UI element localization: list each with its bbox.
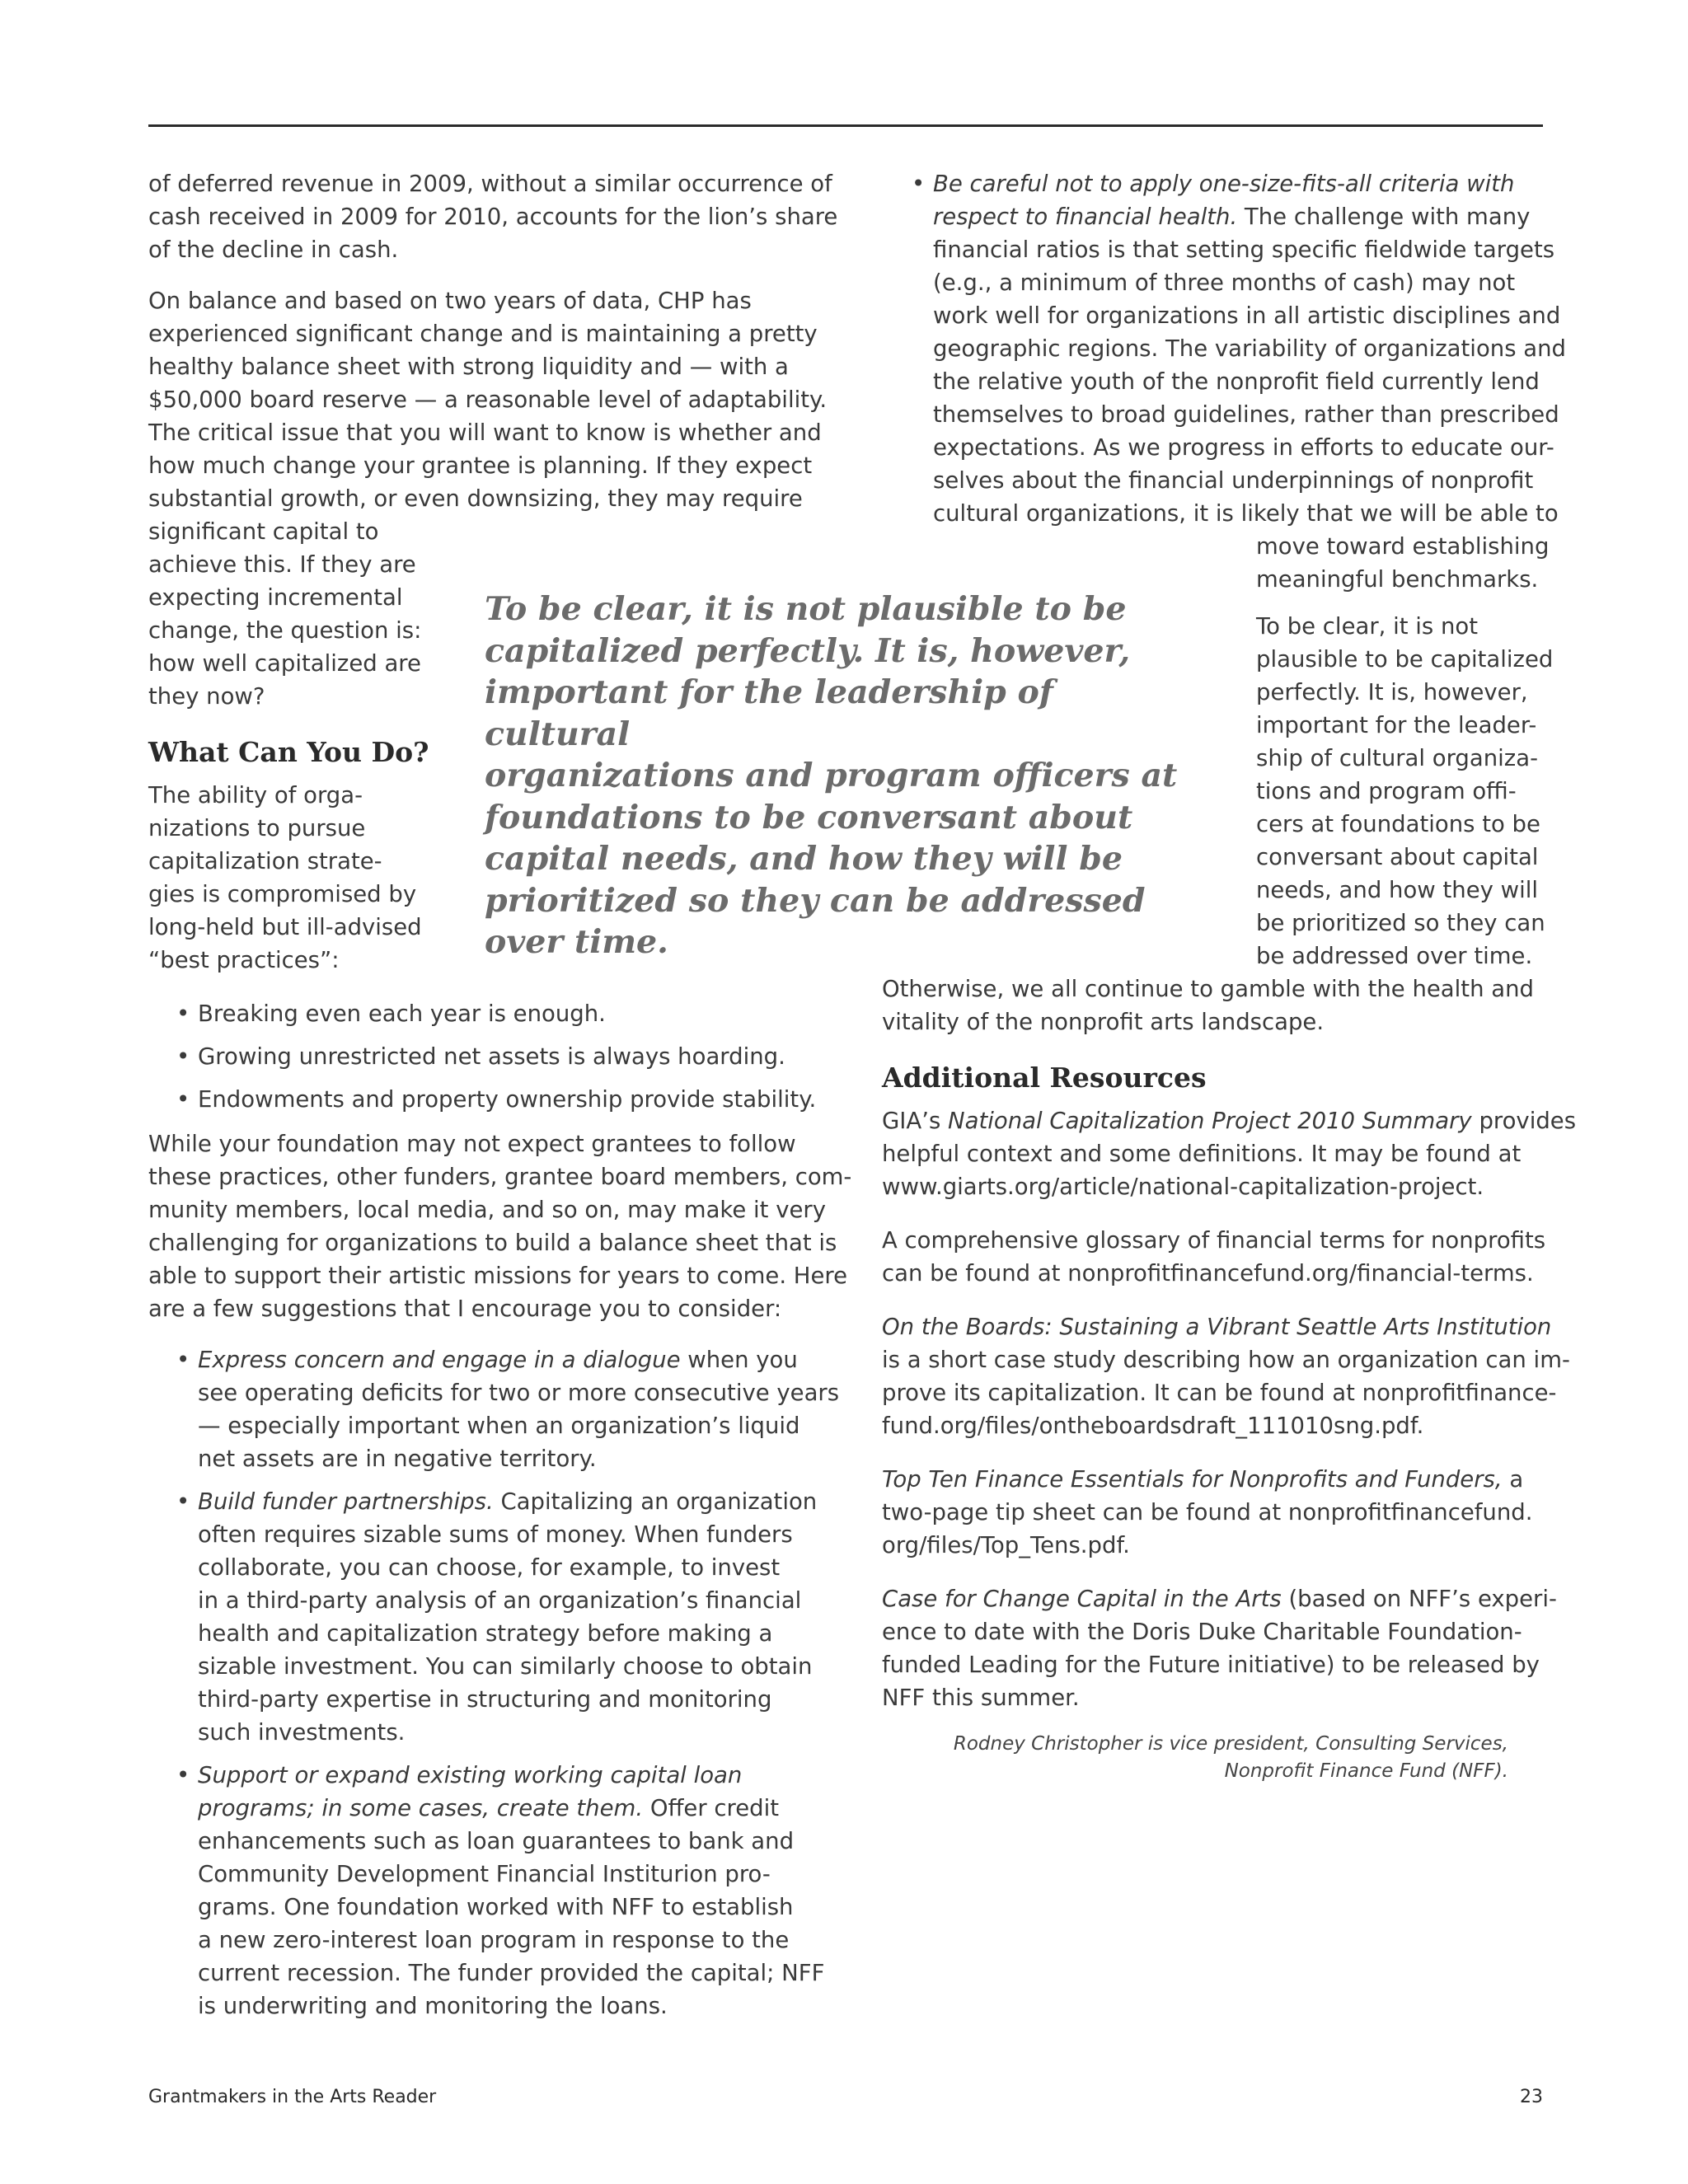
suggestion-working-capital-loans: • Support or expand existing working capital loan programs; in some cases, create them. Offer credit enhancements such as loan guarantees to bank and Community Development Financial Institurion pro- grams. One foundation worked with NFF to establish a new zero-interest loan program in response to the current recession. The funder provided the capital; NFF is underwriting and monitoring the loans. [176, 1762, 825, 2019]
resource-top-ten: Top Ten Finance Essentials for Nonprofits and Funders, a two-page tip sheet can be found at nonprofitfinancefund. org/files/Top_Tens.pdf. [882, 1466, 1533, 1558]
resource-gia-summary: GIA’s National Capitalization Project 2010 Summary provides helpful context and some definitions. It may be found at www.giarts.org/article/national-capitalization-project. [882, 1108, 1577, 1200]
page-number: 23 [1520, 2087, 1543, 2107]
best-practices-list [176, 997, 817, 1126]
suggestion-build-funder-partnerships: • Build funder partnerships. Capitalizing an organization often requires sizable sums of money. When funders collaborate, you can choose, for example, to invest in a third-party analysis of an organization’s financial health and capitalization strategy before making a sizable investment. You can similarly choose to obtain third-party expertise in structuring and monitoring such investments. [176, 1488, 818, 1746]
list-item: • Breaking even each year is enough. [176, 1001, 606, 1027]
author-credit: Rodney Christopher is vice president, Consulting Services, Nonprofit Finance Fund (NFF). [953, 1733, 1508, 1782]
paragraph-ability-of-organizations: The ability of orga- nizations to pursue capitalization strate- gies is compromised by long-held but ill-advised “best practices”: [148, 782, 422, 973]
paragraph-deferred-revenue: of deferred revenue in 2009, without a similar occurrence of cash received in 2009 for 2010, accounts for the lion’s share of the decline in cash. [148, 171, 838, 263]
paragraph-on-balance: On balance and based on two years of data, CHP has experienced significant change and is maintaining a pretty healthy balance sheet with strong liquidity and — with a $50,000 board reserve — a reasonable level of adaptability. The critical issue that you will want to know is whether and how much change your grantee is planning. If they expect substantial growth, or even downsizing, they may require significant capital to achieve this. If they are expecting incremental change, the question is: how well capitalized are they now? [148, 288, 828, 710]
list-item: • Growing unrestricted net assets is always hoarding. [176, 1043, 785, 1070]
top-rule [148, 124, 1543, 127]
resource-glossary: A comprehensive glossary of financial terms for nonprofits can be found at nonprofitfinancefund.org/financial-terms. [882, 1227, 1546, 1286]
resource-on-the-boards: On the Boards: Sustaining a Vibrant Seattle Arts Institution is a short case study describing how an organization can im- prove its capitalization. It can be found at nonprofitfinance- fund.org/files/ontheboardsdraft_111010sng.pdf. [882, 1314, 1570, 1439]
pull-quote: To be clear, it is not plausible to be capitalized perfectly. It is, however, important for the leadership of cultural organizations and program officers at foundations to be conversant about capital needs, and how they will be prioritized so they can be addressed over time. [485, 590, 1178, 961]
footer-publication: Grantmakers in the Arts Reader [148, 2087, 437, 2107]
heading-what-can-you-do: What Can You Do? [148, 736, 429, 768]
suggestion-express-concern: • Express concern and engage in a dialogue when you see operating deficits for two or more consecutive years — especially important when an organization’s liquid net assets are in negative territory. [176, 1347, 840, 1472]
list-item: • Endowments and property ownership provide stability. [176, 1086, 817, 1113]
heading-additional-resources: Additional Resources [882, 1062, 1207, 1094]
resource-case-for-change: Case for Change Capital in the Arts (based on NFF’s experi- ence to date with the Doris Duke Charitable Foundation- funded Leading for the Future initiative) to be released by NFF this summer. [882, 1586, 1557, 1711]
suggestion-one-size-fits-all: • Be careful not to apply one-size-fits-all criteria with respect to financial health. The challenge with many financial ratios is that setting specific fieldwide targets (e.g., a minimum of three months of cash) may not work well for organizations in all artistic disciplines and geographic regions. The variability of organizations and the relative youth of the nonprofit field currently lend themselves to broad guidelines, rather than prescribed expectations. As we progress in efforts to educate our- selves about the financial underpinnings of nonprofit cultural organizations, it is likely that we will be able to move toward establishing meaningful benchmarks. [912, 171, 1567, 593]
paragraph-while-your-foundation: While your foundation may not expect grantees to follow these practices, other funders, grantee board members, com- munity members, local media, and so on, may make it very challenging for organizations to build a balance sheet that is able to support their artistic missions for years to come. Here are a few suggestions that I encourage you to consider: [148, 1131, 852, 1322]
paragraph-otherwise: Otherwise, we all continue to gamble with the health and vitality of the nonprofit arts landscape. [882, 976, 1534, 1035]
paragraph-to-be-clear: To be clear, it is not plausible to be capitalized perfectly. It is, however, important for the leader- ship of cultural organiza- tions and program offi- cers at foundations to be conversant about capital needs, and how they will be prioritized so they can be addressed over time. [1256, 613, 1554, 969]
